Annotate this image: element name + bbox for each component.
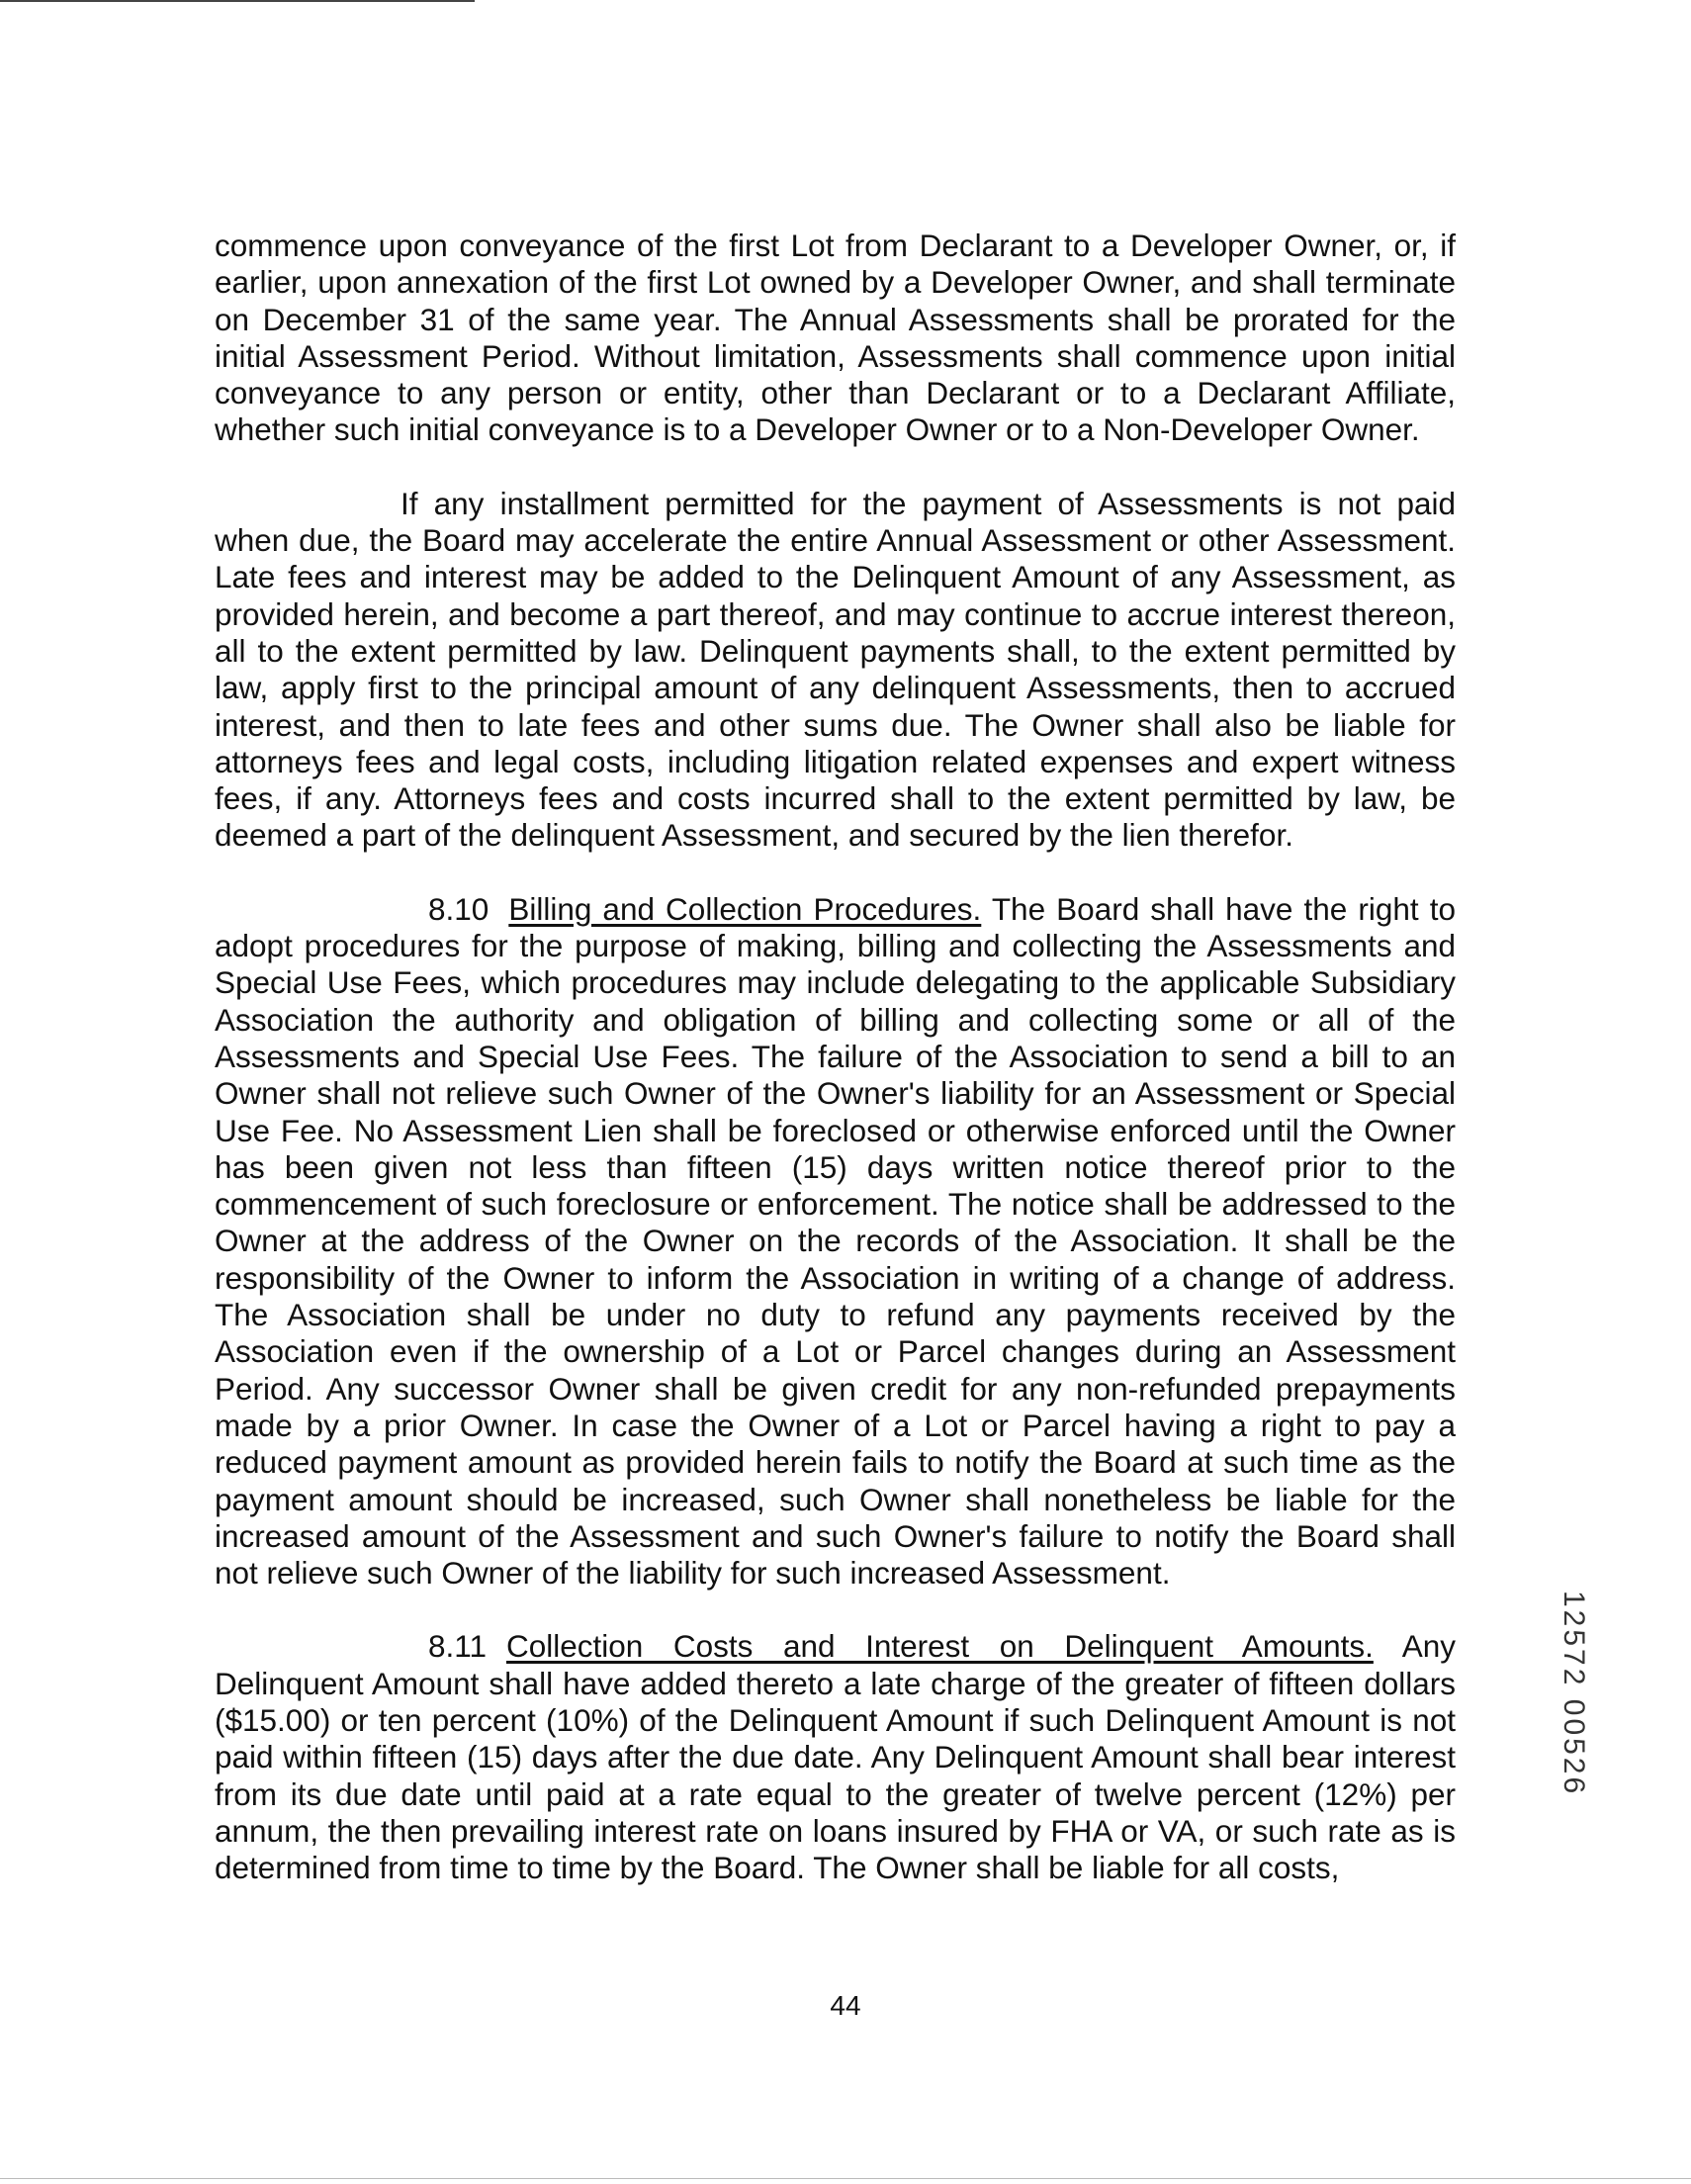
section-number: 8.10 [428,890,490,927]
scan-bottom-edge-line [0,2178,1691,2179]
section-8-11 [215,1628,1456,1886]
section-text: The Board shall have the right to adopt procedures for the purpose of making, billing and collecting the Assessments and Special Use Fees, which procedures may include delegating to the applicable Subsidiary Association the authority and obligation of billing and collecting some or all of the Assessments and Special Use Fees. The failure of the Association to send a bill to an Owner shall not relieve such Owner of the Owner's liability for an Assessment or Special Use Fee. No Assessment Lien shall be foreclosed or otherwise enforced until the Owner has been given not less than fifteen (15) days written notice thereof prior to the commencement of such foreclosure or enforcement. The notice shall be addressed to the Owner at the address of the Owner on the records of the Association. It shall be the responsibility of the Owner to inform the Association in writing of a change of address. The Association shall be under no duty to refund any payments received by the Association even if the ownership of a Lot or Parcel changes during an Assessment Period. Any successor Owner shall be given credit for any non-refunded prepayments made by a prior Owner. In case the Owner of a Lot or Parcel having a right to pay a reduced payment amount as provided herein fails to notify the Board at such time as the payment amount should be increased, such Owner shall nonetheless be liable for the increased amount of the Assessment and such Owner's failure to notify the Board shall not relieve such Owner of the liability for such increased Assessment. [215,890,1457,1592]
section-heading: Collection Costs and Interest on Delinquent Amounts. [505,1628,1374,1665]
section-text: Any Delinquent Amount shall have added thereto a late charge of the greater of fifteen dollars ($15.00) or ten percent (10%) of the Delinquent Amount if such Delinquent Amount is not paid within fifteen (15) days after the due date. Any Delinquent Amount shall bear interest from its due date until paid at a rate equal to the greater of twelve percent (12%) per annum, the then prevailing interest rate on loans insured by FHA or VA, or such rate as is determined from time to time by the Board. The Owner shall be liable for all costs, [215,1628,1456,1886]
paragraph-assessment-commencement: commence upon conveyance of the first Lot from Declarant to a Developer Owner, or, if earlier, upon annexation of the first Lot owned by a Developer Owner, and shall terminate on December 31 of the same year. The Annual Assessments shall be prorated for the initial Assessment Period. Without limitation, Assessments shall commence upon initial conveyance to any person or entity, other than Declarant or to a Declarant Affiliate, whether such initial conveyance is to a Developer Owner or to a Non-Developer Owner. [215,228,1456,448]
section-heading: Billing and Collection Procedures. [508,890,982,927]
recording-stamp-number: 12572 00526 [1558,1591,1590,1797]
scan-top-edge-line [0,0,475,2]
document-body [215,228,1456,1886]
section-number: 8.11 [428,1628,487,1665]
page-number: 44 [830,1990,861,2021]
section-8-10 [215,891,1456,1592]
paragraph-installment-acceleration: If any installment permitted for the payment of Assessments is not paid when due, the Board may accelerate the entire Annual Assessment or other Assessment. Late fees and interest may be added to the Delinquent Amount of any Assessment, as provided herein, and become a part thereof, and may continue to accrue interest thereon, all to the extent permitted by law. Delinquent payments shall, to the extent permitted by law, apply first to the principal amount of any delinquent Assessments, then to accrued interest, and then to late fees and other sums due. The Owner shall also be liable for attorneys fees and legal costs, including litigation related expenses and expert witness fees, if any. Attorneys fees and costs incurred shall to the extent permitted by law, be deemed a part of the delinquent Assessment, and secured by the lien therefor. [215,485,1456,854]
